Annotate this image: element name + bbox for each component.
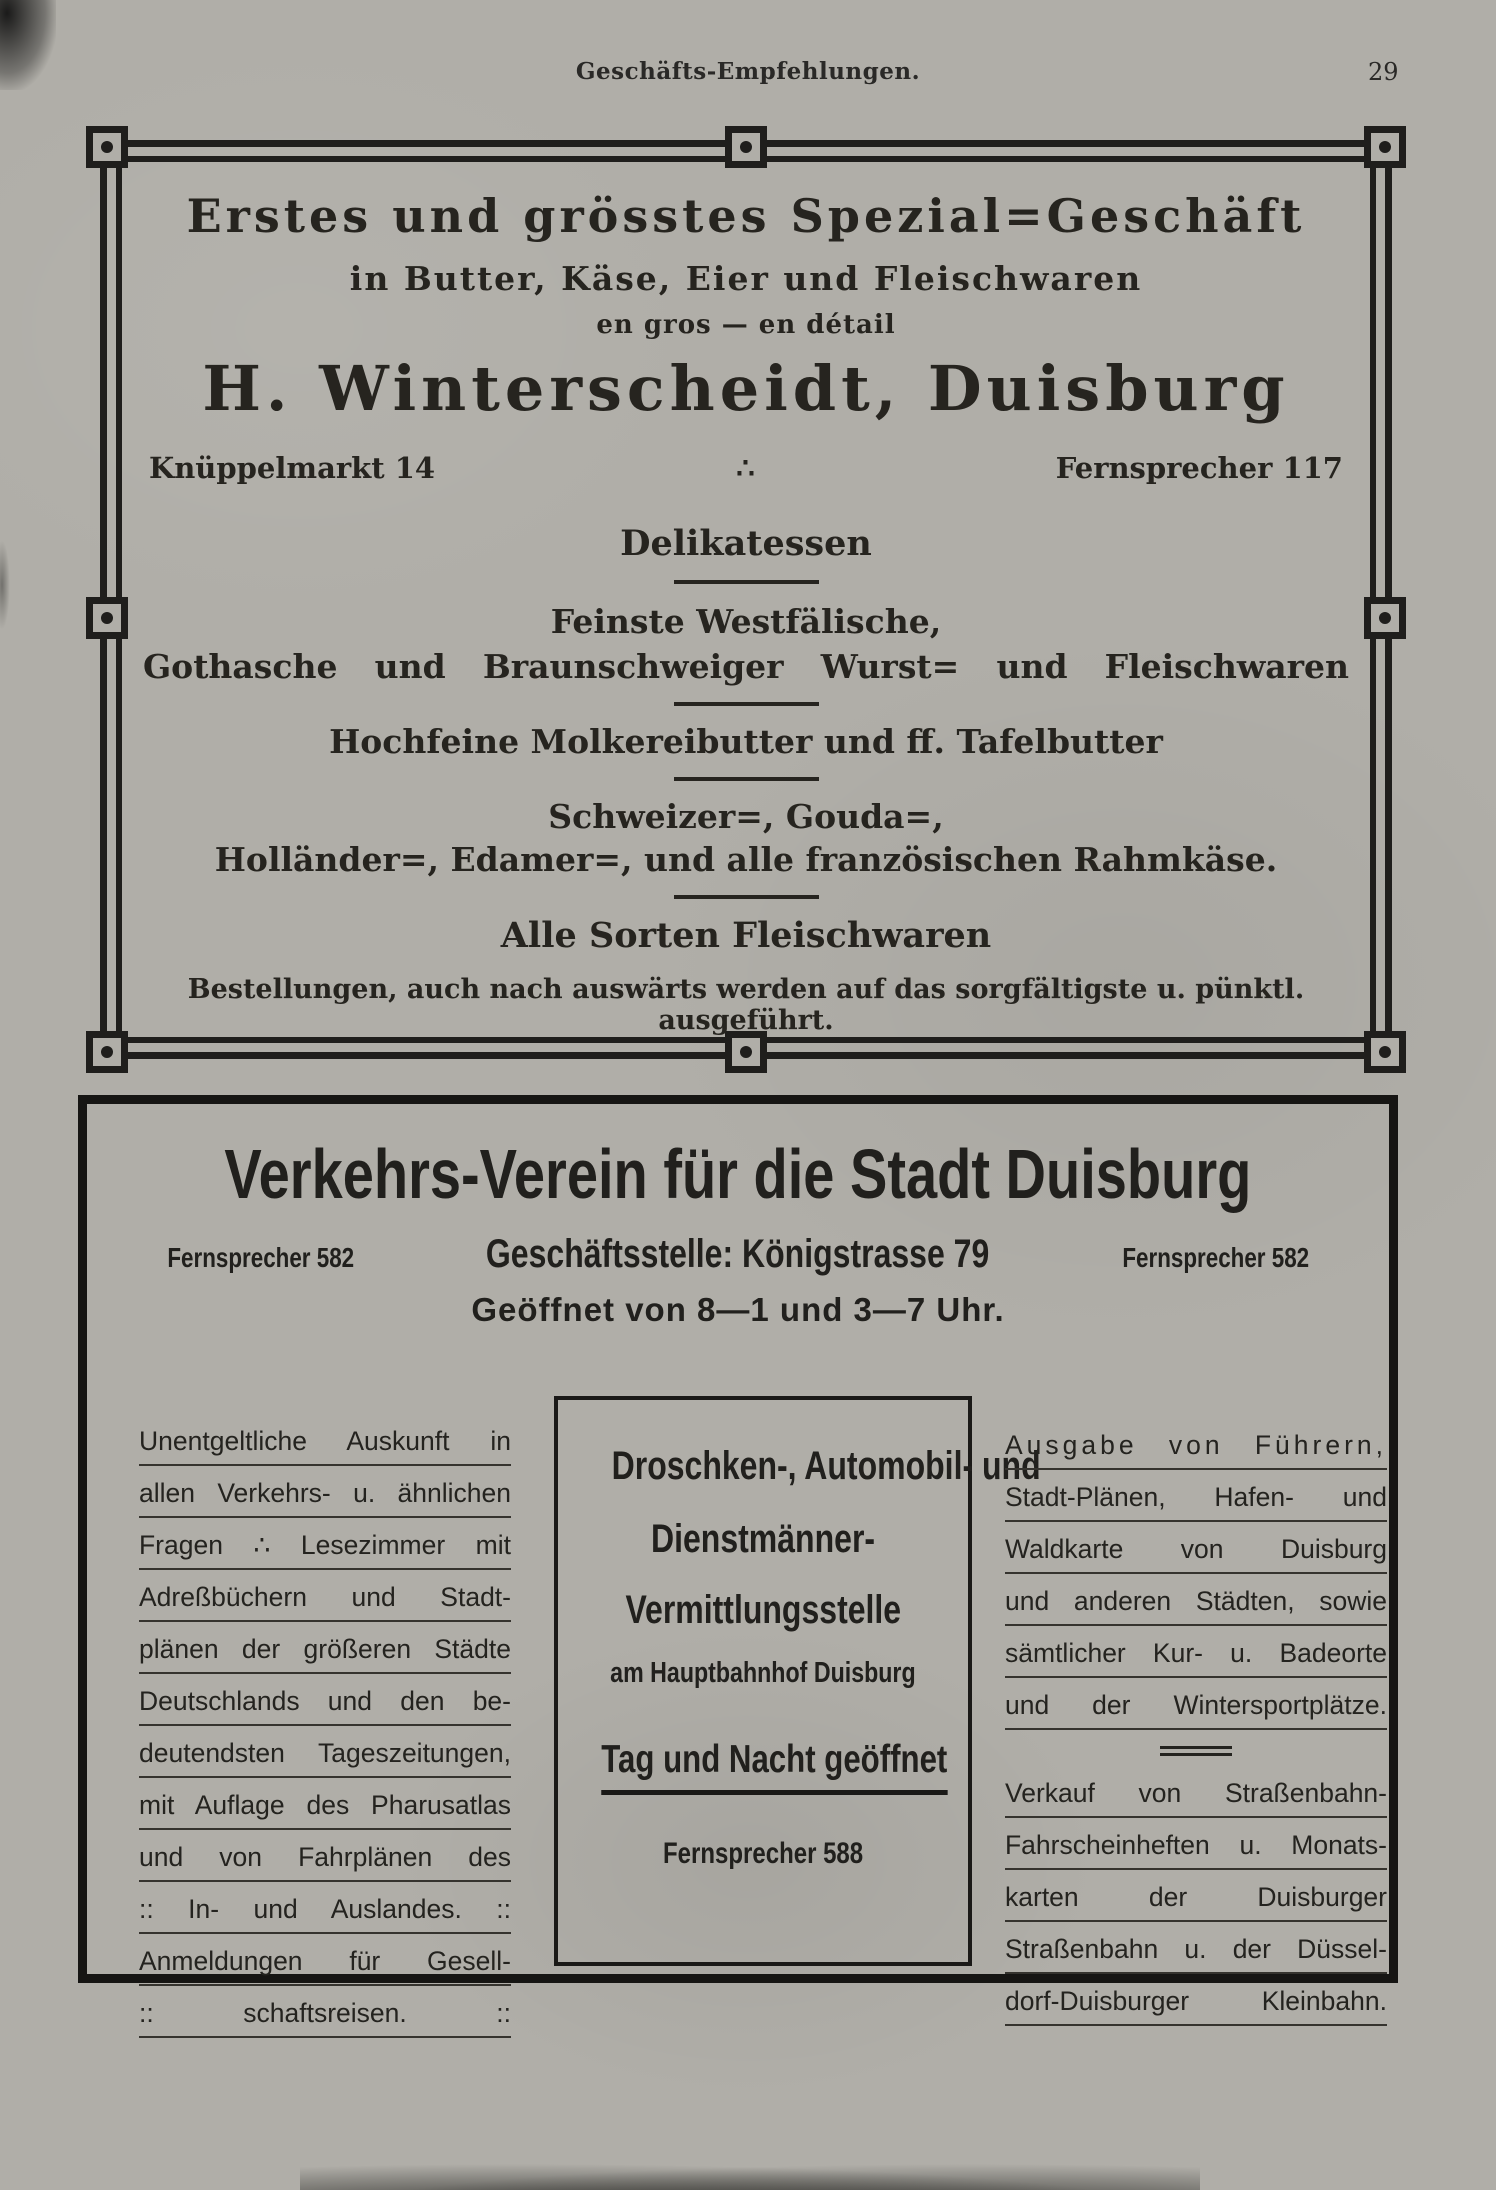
left-column-line: :: schaftsreisen. ::: [139, 1998, 511, 2038]
left-column-line: mit Auflage des Pharusatlas: [139, 1790, 511, 1830]
right-column-line: Ausgabe von Führern,: [1005, 1430, 1387, 1470]
ad1-street-address: Knüppelmarkt 14: [149, 451, 436, 485]
ad2-right-column: [1005, 1430, 1387, 2038]
left-column-line: :: In- und Auslandes. ::: [139, 1894, 511, 1934]
ad1-business-name: H. Winterscheidt, Duisburg: [202, 352, 1290, 425]
left-column-line: Unentgeltliche Auskunft in: [139, 1426, 511, 1466]
right-column-line: und der Wintersportplätze.: [1005, 1690, 1387, 1730]
left-column-line: Adreßbüchern und Stadt-: [139, 1582, 511, 1622]
ad1-fleischwaren-heading: Alle Sorten Fleischwaren: [500, 915, 992, 956]
ad1-engros-detail: en gros — en détail: [596, 310, 896, 340]
ad2-opening-hours: Geöffnet von 8—1 und 3—7 Uhr.: [471, 1291, 1005, 1328]
center-box-line-4: am Hauptbahnhof Duisburg: [610, 1657, 916, 1689]
winterscheidt-ad-frame: [100, 140, 1392, 1059]
page-number: 29: [1368, 58, 1399, 86]
therefore-ornament: ∴: [736, 451, 755, 485]
ad1-delikatessen-heading: Delikatessen: [620, 523, 872, 564]
ad1-butter-line: Hochfeine Molkereibutter und ff. Tafelbutter: [329, 722, 1163, 761]
right-column-line: sämtlicher Kur- u. Badeorte: [1005, 1638, 1387, 1678]
right-column-line: Fahrscheinheften u. Monats-: [1005, 1830, 1387, 1870]
frame-ornament-bottom-left: [86, 1031, 128, 1073]
left-column-line: deutendsten Tageszeitungen,: [139, 1738, 511, 1778]
divider-rule: [674, 580, 819, 584]
ad2-left-column: [139, 1426, 511, 2050]
center-box-line-2: Dienstmänner-: [650, 1517, 876, 1561]
ad1-address-row: [137, 451, 1355, 485]
center-box-phone: Fernsprecher 588: [662, 1837, 864, 1870]
divider-rule: [674, 777, 819, 781]
right-column-line: dorf-Duisburger Kleinbahn.: [1005, 1986, 1387, 2026]
right-column-line: und anderen Städten, sowie: [1005, 1586, 1387, 1626]
winterscheidt-ad-content: [137, 147, 1355, 1052]
left-column-line: plänen der größeren Städte: [139, 1634, 511, 1674]
ink-blot-bottom: [300, 2160, 1200, 2190]
left-column-line: allen Verkehrs- u. ähnlichen: [139, 1478, 511, 1518]
ad2-center-box: [554, 1396, 1041, 1966]
ad1-headline: Erstes und grösstes Spezial=Geschäft: [186, 189, 1306, 243]
left-column-line: Fragen ∴ Lesezimmer mit: [139, 1530, 511, 1570]
right-column-line: Waldkarte von Duisburg: [1005, 1534, 1387, 1574]
divider-rule: [674, 895, 819, 899]
right-column-line: Straßenbahn u. der Düssel-: [1005, 1934, 1387, 1974]
verkehrsverein-ad-frame: [78, 1095, 1398, 2028]
center-box-line-1: Droschken-, Automobil- und: [611, 1444, 1041, 1488]
right-column-line: Stadt-Plänen, Hafen- und: [1005, 1482, 1387, 1522]
ad1-kaese-line-1: Schweizer=, Gouda=,: [548, 797, 944, 836]
ad2-phone-right: Fernsprecher 582: [1121, 1242, 1309, 1273]
frame-ornament-top-left: [86, 126, 128, 168]
double-rule-divider: [1160, 1746, 1232, 1756]
ad1-kaese-line-2: Holländer=, Edamer=, und alle französischen Rahmkäse.: [214, 840, 1278, 879]
page-header-title: Geschäfts-Empfehlungen.: [575, 58, 921, 85]
ad2-title: [87, 1134, 1389, 1214]
center-box-open-line: Tag und Nacht geöffnet: [558, 1738, 968, 1795]
ad1-phone: Fernsprecher 117: [1055, 451, 1343, 485]
left-column-line: Anmeldungen für Gesell-: [139, 1946, 511, 1986]
ad1-westfaelische-line: Feinste Westfälische,: [550, 602, 942, 641]
ad2-subtitle-row: [87, 1232, 1389, 1277]
divider-rule: [674, 702, 819, 706]
right-column-line: karten der Duisburger: [1005, 1882, 1387, 1922]
frame-ornament-middle-right: [1364, 597, 1406, 639]
right-column-line: Verkauf von Straßenbahn-: [1005, 1778, 1387, 1818]
ad2-phone-left: Fernsprecher 582: [167, 1242, 355, 1273]
ad1-wurstwaren-line: Gothasche und Braunschweiger Wurst= und Fleischwaren: [143, 647, 1349, 686]
ad2-title-text: Verkehrs-Verein für die Stadt Duisburg: [224, 1135, 1252, 1213]
ink-smudge-left-edge: [0, 540, 10, 630]
ad2-columns: [87, 1404, 1389, 2028]
ad2-office-address: Geschäftsstelle: Königstrasse 79: [486, 1232, 990, 1276]
frame-ornament-top-right: [1364, 126, 1406, 168]
ad1-footer-note: Bestellungen, auch nach auswärts werden auf das sorgfältigste u. pünktl. ausgeführt.: [187, 974, 1305, 1036]
ad1-subheadline: in Butter, Käse, Eier und Fleischwaren: [349, 259, 1143, 298]
frame-ornament-bottom-right: [1364, 1031, 1406, 1073]
center-box-line-3: Vermittlungsstelle: [625, 1588, 901, 1632]
left-column-line: Deutschlands und den be-: [139, 1686, 511, 1726]
left-column-line: und von Fahrplänen des: [139, 1842, 511, 1882]
frame-ornament-middle-left: [86, 597, 128, 639]
